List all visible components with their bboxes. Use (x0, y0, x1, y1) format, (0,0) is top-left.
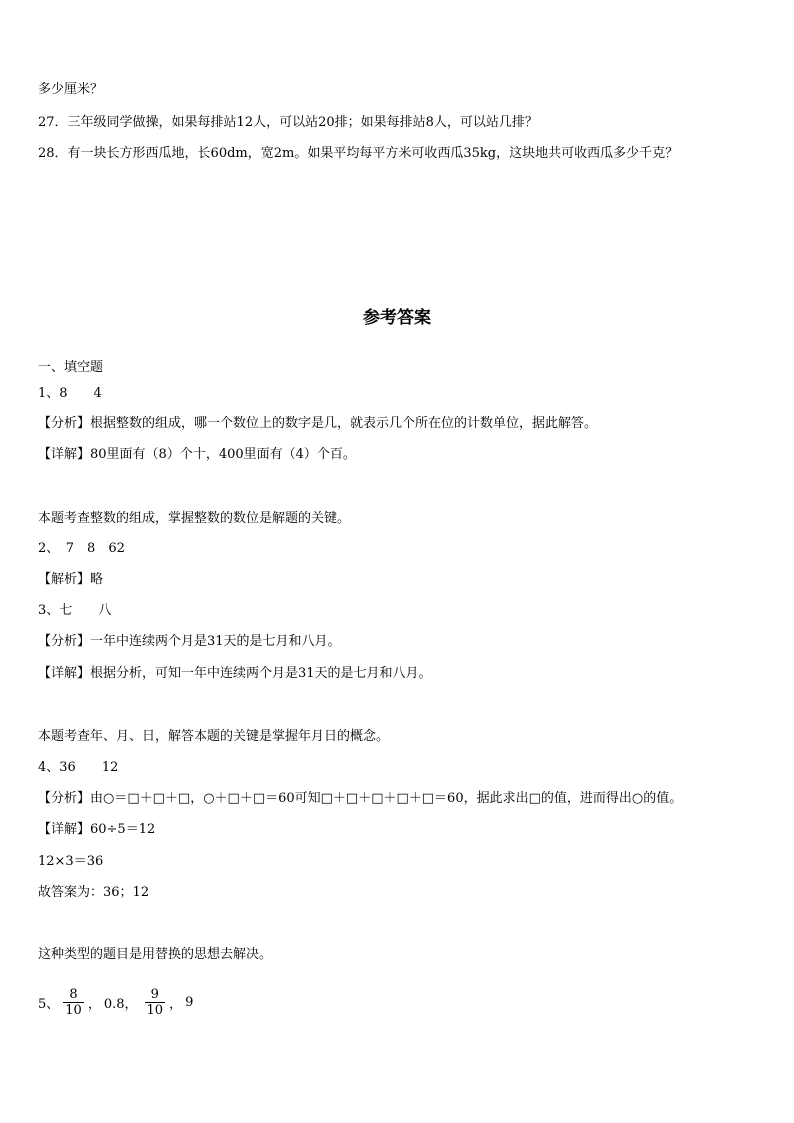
fraction-denominator: 10 (146, 1002, 164, 1018)
answer-2-analysis: 【解析】略 (38, 572, 104, 587)
answer-1-detail: 【详解】80里面有（8）个十，400里面有（4）个百。 (38, 447, 356, 462)
answer-5-decimal: 0.8， (103, 996, 138, 1012)
fraction-numerator: 9 (150, 986, 159, 1002)
answer-4-head: 4、36 12 (38, 760, 119, 775)
answer-5-integer: 9 (185, 994, 194, 1010)
answer-5-comma: ， (169, 996, 183, 1012)
fraction-denominator: 10 (65, 1002, 82, 1018)
question-26-tail: 多少厘米？ (38, 82, 104, 97)
fraction-8-10 (63, 987, 84, 1018)
question-27: 27．三年级同学做操，如果每排站12人，可以站20排；如果每排站8人，可以站几排？ (38, 115, 538, 130)
fraction-9-10 (145, 987, 166, 1018)
answer-4-result: 故答案为：36；12 (38, 885, 150, 900)
answer-1-summary: 本题考查整数的组成，掌握整数的数位是解题的关键。 (38, 511, 351, 526)
fraction-numerator: 8 (69, 986, 78, 1002)
answer-1-analysis: 【分析】根据整数的组成，哪一个数位上的数字是几，就表示几个所在位的计数单位，据此解答。 (38, 416, 598, 431)
answer-4-step2: 12×3＝36 (38, 854, 104, 869)
section-heading: 一、填空题 (38, 360, 104, 375)
answer-3-summary: 本题考查年、月、日，解答本题的关键是掌握年月日的概念。 (38, 729, 390, 744)
answer-3-detail: 【详解】根据分析，可知一年中连续两个月是31天的是七月和八月。 (38, 666, 432, 681)
answers-title: 参考答案 (363, 308, 431, 328)
answer-4-analysis: 【分析】由○＝□＋□＋□，○＋□＋□＝60可知□＋□＋□＋□＋□＝60，据此求出□的值，进而得出○的值。 (38, 791, 683, 806)
answer-3-head: 3、七 八 (38, 603, 112, 618)
answer-1-head: 1、8 4 (38, 386, 102, 401)
answer-5-comma: ， (87, 996, 101, 1012)
answer-4-summary: 这种类型的题目是用替换的思想去解决。 (38, 947, 273, 962)
answer-2-head: 2、 7 8 62 (38, 541, 125, 556)
answer-3-analysis: 【分析】一年中连续两个月是31天的是七月和八月。 (38, 634, 341, 649)
question-28: 28．有一块长方形西瓜地，长60dm，宽2m。如果平均每平方米可收西瓜35kg，这块地共可收西瓜多少千克？ (38, 146, 679, 161)
answer-5-prefix: 5、 (38, 996, 60, 1012)
answer-4-detail: 【详解】60÷5＝12 (38, 822, 156, 837)
answer-5-head (38, 982, 196, 1022)
